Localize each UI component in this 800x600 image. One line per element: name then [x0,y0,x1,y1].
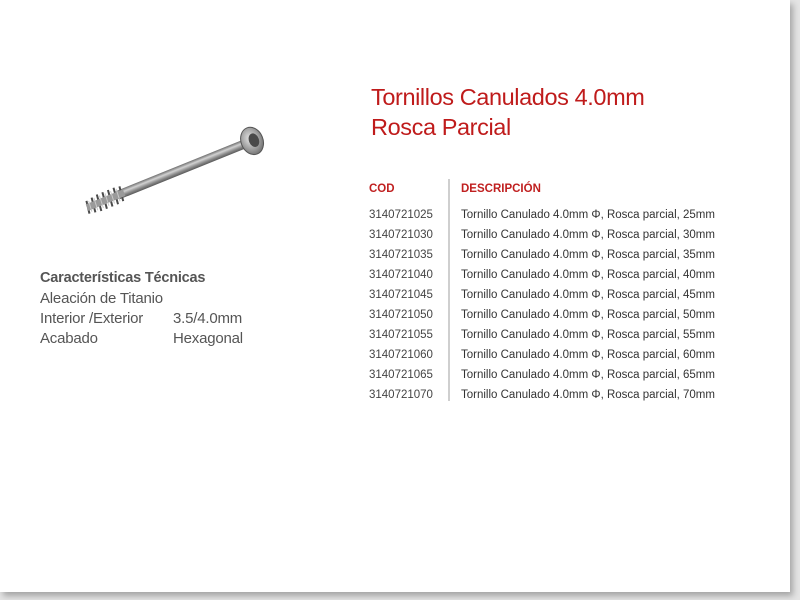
row-description: Tornillo Canulado 4.0mm Φ, Rosca parcial, 40mm [461,269,715,281]
spec-value: Hexagonal [173,330,243,347]
title-line-1: Tornillos Canulados 4.0mm [371,84,645,110]
table-body [369,205,715,405]
row-description: Tornillo Canulado 4.0mm Φ, Rosca parcial, 25mm [461,209,715,221]
table-row [369,325,715,345]
table-row [369,245,715,265]
row-description: Tornillo Canulado 4.0mm Φ, Rosca parcial, 60mm [461,349,715,361]
row-description: Tornillo Canulado 4.0mm Φ, Rosca parcial, 55mm [461,329,715,341]
spec-value: 3.5/4.0mm [173,310,243,327]
table-header [369,179,715,199]
header-description: DESCRIPCIÓN [461,183,541,195]
row-code: 3140721055 [369,329,433,341]
spec-row [40,309,243,329]
product-title [371,82,644,142]
row-code: 3140721070 [369,389,433,401]
row-description: Tornillo Canulado 4.0mm Φ, Rosca parcial, 65mm [461,369,715,381]
row-code: 3140721025 [369,209,433,221]
specs-heading: Características Técnicas [40,270,206,286]
row-description: Tornillo Canulado 4.0mm Φ, Rosca parcial, 70mm [461,389,715,401]
row-description: Tornillo Canulado 4.0mm Φ, Rosca parcial, 30mm [461,229,715,241]
spec-label: Acabado [40,330,98,347]
screw-image [74,126,284,216]
table-row [369,205,715,225]
technical-specs [40,270,243,349]
table-row [369,225,715,245]
column-divider [448,179,450,401]
table-row [369,305,715,325]
header-code: COD [369,183,395,195]
row-code: 3140721060 [369,349,433,361]
row-code: 3140721045 [369,289,433,301]
row-code: 3140721040 [369,269,433,281]
row-description: Tornillo Canulado 4.0mm Φ, Rosca parcial, 45mm [461,289,715,301]
row-code: 3140721065 [369,369,433,381]
spec-row [40,329,243,349]
spec-label: Interior /Exterior [40,310,144,327]
table-row [369,265,715,285]
table-row [369,365,715,385]
spec-material [40,289,243,309]
product-table [369,179,715,405]
table-row [369,345,715,365]
row-code: 3140721050 [369,309,433,321]
spec-material-value: Aleación de Titanio [40,290,163,307]
row-description: Tornillo Canulado 4.0mm Φ, Rosca parcial, 35mm [461,249,715,261]
title-line-2: Rosca Parcial [371,114,511,140]
row-code: 3140721035 [369,249,433,261]
table-row [369,385,715,405]
row-description: Tornillo Canulado 4.0mm Φ, Rosca parcial, 50mm [461,309,715,321]
row-code: 3140721030 [369,229,433,241]
table-row [369,285,715,305]
